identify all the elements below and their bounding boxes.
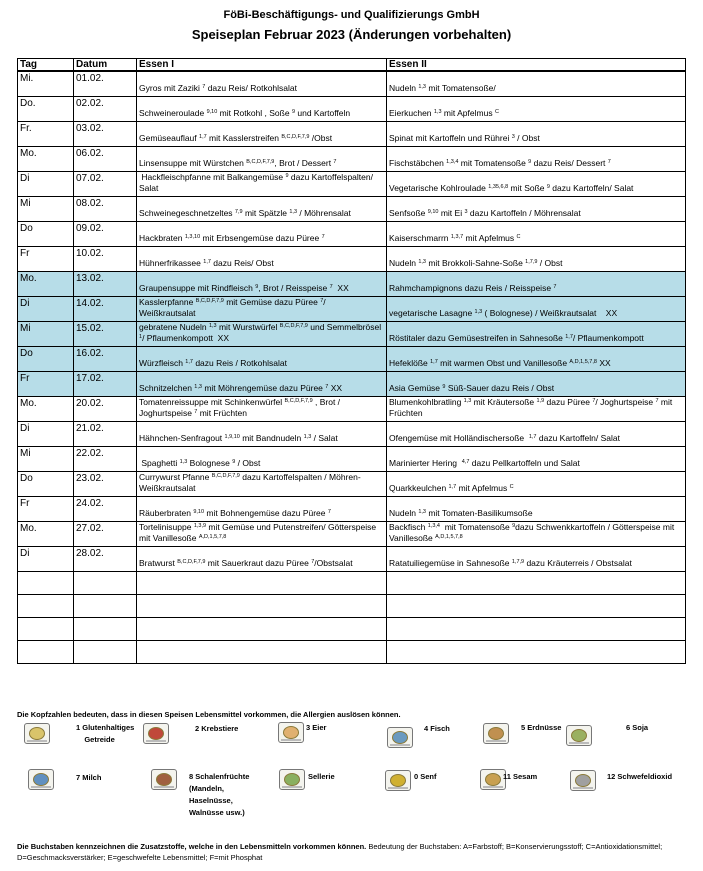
empty-cell	[18, 595, 74, 618]
meal-2-cell: vegetarische Lasagne $^{1,3}$ ( Bolognese) / Weißkrautsalat XX	[387, 297, 686, 322]
egg-icon	[278, 722, 304, 743]
table-row	[18, 397, 686, 422]
allergen-label: 8 Schalenfrüchte (Mandeln, Haselnüsse, Walnüsse usw.)	[189, 772, 250, 817]
empty-cell	[137, 618, 387, 641]
menu-table-body	[18, 71, 686, 664]
empty-row	[18, 572, 686, 595]
date-cell: 27.02.	[74, 522, 137, 547]
table-row	[18, 222, 686, 247]
date-cell: 09.02.	[74, 222, 137, 247]
milk-icon	[28, 769, 54, 790]
empty-cell	[137, 595, 387, 618]
meal-1-cell: gebratene Nudeln $^{1,3}$ mit Wurstwürfel $^{B,C,D,F,7,9}$ und Semmelbrösel $^1$/ Pflaumenkompott XX	[137, 322, 387, 347]
day-cell: Di	[18, 547, 74, 572]
meal-1-cell: Schweinegeschnetzeltes $^{7,9}$ mit Spätzle $^{1,3}$ / Möhrensalat	[137, 197, 387, 222]
day-cell: Di	[18, 172, 74, 197]
empty-cell	[74, 641, 137, 664]
empty-cell	[74, 618, 137, 641]
empty-row	[18, 595, 686, 618]
date-cell: 03.02.	[74, 122, 137, 147]
meal-2-cell: Vegetarische Kohlroulade $^{1,35,6,8}$ mit Soße $^9$ dazu Kartoffeln/ Salat	[387, 172, 686, 197]
meal-1-cell: Hühnerfrikassee $^{1,7}$ dazu Reis/ Obst	[137, 247, 387, 272]
table-row	[18, 297, 686, 322]
column-header-meal-1: Essen I	[137, 59, 387, 72]
additives-note: Die Buchstaben kennzeichnen die Zusatzstoffe, welche in den Lebensmitteln vorkommen können. Bedeutung der Buchstaben: A=Farbstoff; B=Konservierungsstoff; C=Antioxidationsmittel; D=Geschmacksverstärker; E=geschwefelte Lebensmittel; F=mit Phosphat	[17, 842, 663, 862]
allergen-label: 0 Senf	[414, 772, 437, 781]
day-cell: Fr	[18, 372, 74, 397]
meal-2-cell: Marinierter Hering $^{4,7}$ dazu Pellkartoffeln und Salat	[387, 447, 686, 472]
allergen-label: 2 Krebstiere	[195, 724, 239, 733]
date-cell: 14.02.	[74, 297, 137, 322]
table-row	[18, 372, 686, 397]
empty-cell	[74, 595, 137, 618]
peanut-icon	[483, 723, 509, 744]
table-row	[18, 71, 686, 97]
meal-1-cell: Gemüseauflauf $^{1,7}$ mit Kasslerstreifen $^{B,C,D,F,7,9}$ /Obst	[137, 122, 387, 147]
day-cell: Do	[18, 347, 74, 372]
day-cell: Mi.	[18, 71, 74, 97]
nut-icon	[151, 769, 177, 790]
day-cell: Do	[18, 472, 74, 497]
day-cell: Fr	[18, 497, 74, 522]
meal-2-cell: Röstitaler dazu Gemüsestreifen in Sahnesoße $^{1,7}$/ Pflaumenkompott	[387, 322, 686, 347]
fish-icon	[387, 727, 413, 748]
table-row	[18, 447, 686, 472]
empty-cell	[18, 618, 74, 641]
meal-2-cell: Backfisch $^{1,3,4}$ mit Tomatensoße $^9$dazu Schwenkkartoffeln / Götterspeise mit Vanillesoße $^{A,D,1,5,7,8}$	[387, 522, 686, 547]
meal-2-cell: Fischstäbchen $^{1,3,4}$ mit Tomatensoße $^9$ dazu Reis/ Dessert $^7$	[387, 147, 686, 172]
table-row	[18, 147, 686, 172]
empty-cell	[18, 572, 74, 595]
date-cell: 17.02.	[74, 372, 137, 397]
meal-1-cell: Hähnchen-Senfragout $^{1,9,10}$ mit Bandnudeln $^{1,3}$ / Salat	[137, 422, 387, 447]
meal-2-cell: Eierkuchen $^{1,3}$ mit Apfelmus $^C$	[387, 97, 686, 122]
allergen-label: 7 Milch	[76, 773, 102, 782]
table-row	[18, 247, 686, 272]
meal-1-cell: Räuberbraten $^{9,10}$ mit Bohnengemüse dazu Püree $^7$	[137, 497, 387, 522]
date-cell: 22.02.	[74, 447, 137, 472]
table-row	[18, 272, 686, 297]
date-cell: 01.02.	[74, 71, 137, 97]
date-cell: 16.02.	[74, 347, 137, 372]
empty-cell	[74, 572, 137, 595]
meal-2-cell: Quarkkeulchen $^{1,7}$ mit Apfelmus $^C$	[387, 472, 686, 497]
meal-1-cell: Spaghetti $^{1,3}$ Bolognese $^9$ / Obst	[137, 447, 387, 472]
date-cell: 08.02.	[74, 197, 137, 222]
meal-1-cell: Currywurst Pfanne $^{B,C,D,F,7,9}$ dazu Kartoffelspalten / Möhren-Weißkrautsalat	[137, 472, 387, 497]
empty-cell	[18, 641, 74, 664]
table-row	[18, 497, 686, 522]
meal-1-cell: Bratwurst $^{B,C,D,F,7,9}$ mit Sauerkraut dazu Püree $^7$/Obstsalat	[137, 547, 387, 572]
meal-1-cell: Tomatenreissuppe mit Schinkenwürfel $^{B,C,D,F,7,9}$ , Brot / Joghurtspeise $^7$ mit Früchten	[137, 397, 387, 422]
meal-2-cell: Nudeln $^{1,3}$ mit Brokkoli-Sahne-Soße $^{1,7,9}$ / Obst	[387, 247, 686, 272]
date-cell: 20.02.	[74, 397, 137, 422]
empty-row	[18, 641, 686, 664]
meal-2-cell: Blumenkohlbratling $^{1,3}$ mit Kräutersoße $^{1,9}$ dazu Püree $^7$/ Joghurtspeise $^7$ mit Früchten	[387, 397, 686, 422]
day-cell: Mo.	[18, 522, 74, 547]
menu-table	[17, 58, 686, 664]
empty-cell	[137, 572, 387, 595]
meal-2-cell: Senfsoße $^{9,10}$ mit Ei $^3$ dazu Kartoffeln / Möhrensalat	[387, 197, 686, 222]
date-cell: 13.02.	[74, 272, 137, 297]
day-cell: Do	[18, 222, 74, 247]
day-cell: Do.	[18, 97, 74, 122]
day-cell: Mo.	[18, 397, 74, 422]
table-row	[18, 547, 686, 572]
meal-1-cell: Hackbraten $^{1,3,10}$ mit Erbsengemüse dazu Püree $^7$	[137, 222, 387, 247]
allergen-label: 12 Schwefeldioxid	[607, 772, 673, 781]
date-cell: 23.02.	[74, 472, 137, 497]
meal-2-cell: Nudeln $^{1,3}$ mit Tomaten-Basilikumsoße	[387, 497, 686, 522]
date-cell: 02.02.	[74, 97, 137, 122]
date-cell: 15.02.	[74, 322, 137, 347]
meal-1-cell: Schweineroulade $^{9,10}$ mit Rotkohl , Soße $^9$ und Kartoffeln	[137, 97, 387, 122]
table-row	[18, 97, 686, 122]
meal-1-cell: Hackfleischpfanne mit Balkangemüse $^9$ dazu Kartoffelspalten/ Salat	[137, 172, 387, 197]
table-row	[18, 197, 686, 222]
table-row	[18, 472, 686, 497]
empty-cell	[387, 572, 686, 595]
meal-1-cell: Tortelinisuppe $^{1,3,9}$ mit Gemüse und Putenstreifen/ Götterspeise mit Vanillesoße $^{A,D,1,5,7,8}$	[137, 522, 387, 547]
day-cell: Fr	[18, 247, 74, 272]
meal-2-cell: Ofengemüse mit Holländischersoße $^{1,7}$ dazu Kartoffeln/ Salat	[387, 422, 686, 447]
meal-1-cell: Schnitzelchen $^{1,3}$ mit Möhrengemüse dazu Püree $^7$ XX	[137, 372, 387, 397]
meal-1-cell: Gyros mit Zaziki $^7$ dazu Reis/ Rotkohlsalat	[137, 71, 387, 97]
meal-2-cell: Spinat mit Kartoffeln und Rührei $^3$ / Obst	[387, 122, 686, 147]
meal-2-cell: Hefeklöße $^{1,7}$ mit warmen Obst und Vanillesoße $^{A,D,1,5,7,8}$ XX	[387, 347, 686, 372]
date-cell: 21.02.	[74, 422, 137, 447]
meal-2-cell: Asia Gemüse $^9$ Süß-Sauer dazu Reis / Obst	[387, 372, 686, 397]
meal-1-cell: Linsensuppe mit Würstchen $^{B,C,D,F,7,9}$, Brot / Dessert $^7$	[137, 147, 387, 172]
date-cell: 07.02.	[74, 172, 137, 197]
table-header-row	[18, 59, 686, 72]
table-row	[18, 322, 686, 347]
empty-cell	[137, 641, 387, 664]
date-cell: 28.02.	[74, 547, 137, 572]
day-cell: Mi	[18, 322, 74, 347]
allergen-label: 1 Glutenhaltiges Getreide	[76, 723, 135, 744]
date-cell: 10.02.	[74, 247, 137, 272]
table-row	[18, 122, 686, 147]
organization-name: FöBi-Beschäftigungs- und Qualifizierungs GmbH	[223, 9, 480, 21]
date-cell: 24.02.	[74, 497, 137, 522]
day-cell: Di	[18, 422, 74, 447]
meal-1-cell: Würzfleisch $^{1,7}$ dazu Reis / Rotkohlsalat	[137, 347, 387, 372]
crab-icon	[143, 723, 169, 744]
allergen-label: 5 Erdnüsse	[521, 723, 562, 732]
day-cell: Fr.	[18, 122, 74, 147]
meal-2-cell: Ratatuiliegemüse in Sahnesoße $^{1,7,9}$ dazu Kräuterreis / Obstsalat	[387, 547, 686, 572]
allergen-label: 3 Eier	[306, 723, 327, 732]
empty-cell	[387, 618, 686, 641]
grain-icon	[24, 723, 50, 744]
celery-icon	[279, 769, 305, 790]
empty-row	[18, 618, 686, 641]
day-cell: Mi	[18, 197, 74, 222]
day-cell: Di	[18, 297, 74, 322]
meal-1-cell: Kasslerpfanne $^{B,C,D,F,7,9}$ mit Gemüse dazu Püree $^7$/ Weißkrautsalat	[137, 297, 387, 322]
date-cell: 06.02.	[74, 147, 137, 172]
allergen-note: Die Kopfzahlen bedeuten, dass in diesen Speisen Lebensmittel vorkommen, die Allergien auslösen können.	[17, 710, 401, 719]
meal-2-cell: Rahmchampignons dazu Reis / Reisspeise $^7$	[387, 272, 686, 297]
day-cell: Mo.	[18, 147, 74, 172]
sulfur-icon	[570, 770, 596, 791]
table-row	[18, 522, 686, 547]
day-cell: Mi	[18, 447, 74, 472]
mustard-icon	[385, 770, 411, 791]
empty-cell	[387, 641, 686, 664]
allergen-label: 11 Sesam	[503, 772, 538, 781]
meal-2-cell: Kaiserschmarrn $^{1,3,7}$ mit Apfelmus $^C$	[387, 222, 686, 247]
column-header-day: Tag	[18, 59, 74, 72]
meal-1-cell: Graupensuppe mit Rindfleisch $^9$, Brot / Reisspeise $^7$ XX	[137, 272, 387, 297]
column-header-meal-2: Essen II	[387, 59, 686, 72]
meal-2-cell: Nudeln $^{1,3}$ mit Tomatensoße/	[387, 71, 686, 97]
allergen-label: 6 Soja	[626, 723, 649, 732]
page-title: Speiseplan Februar 2023 (Änderungen vorbehalten)	[191, 27, 512, 42]
table-row	[18, 347, 686, 372]
soy-icon	[566, 725, 592, 746]
table-row	[18, 172, 686, 197]
allergen-label: Sellerie	[308, 772, 335, 781]
table-row	[18, 422, 686, 447]
column-header-date: Datum	[74, 59, 137, 72]
day-cell: Mo.	[18, 272, 74, 297]
empty-cell	[387, 595, 686, 618]
allergen-label: 4 Fisch	[424, 724, 450, 733]
